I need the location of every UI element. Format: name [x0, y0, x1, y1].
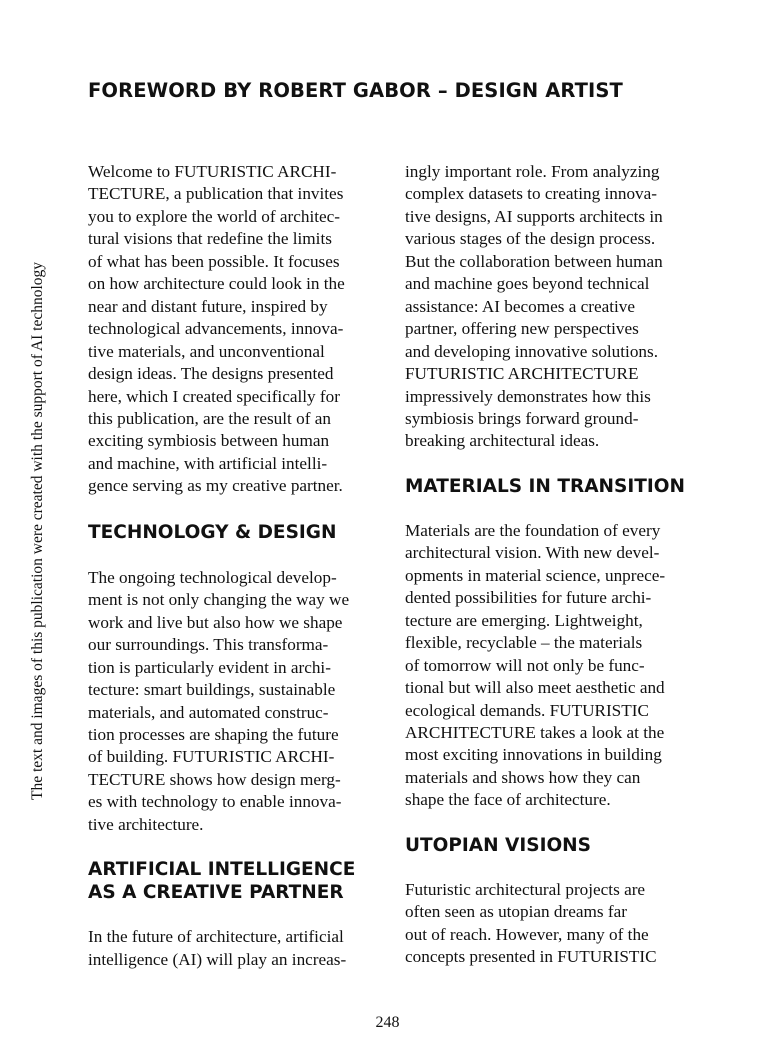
ai-paragraph-start: In the future of architecture, artificial intelligence (AI) will play an increas- — [88, 927, 347, 969]
materials-paragraph: Materials are the foundation of every architectural vision. With new devel- opments in material science, unprece- dented possibilities for future archi- tecture are emerging. Lightweight, flexible, recyclable – the materials of tomorrow will not only be func- tional but will also meet aesthetic and ecological demands. FUTURISTIC ARCHITECTURE takes a look at the most exciting innovations in building materials and shows how they can shape the face of architecture. — [405, 520, 666, 810]
page-number: 248 — [375, 1014, 400, 1031]
side-note: The text and images of this publication were created with the support of AI technology — [29, 261, 46, 801]
left-column — [88, 161, 380, 971]
page-title: FOREWORD BY ROBERT GABOR – DESIGN ARTIST — [88, 79, 623, 102]
right-column — [405, 161, 697, 969]
heading-utopian-visions: UTOPIAN VISIONS — [405, 834, 591, 856]
heading-materials-in-transition: MATERIALS IN TRANSITION — [405, 475, 685, 497]
utopian-paragraph: Futuristic architectural projects are often seen as utopian dreams far out of reach. However, many of the concepts presented in FUTURISTIC — [405, 879, 657, 967]
ai-paragraph-continued: ingly important role. From analyzing complex datasets to creating innova- tive designs, AI supports architects in various stages of the design process. But the collaboration between human and machine goes beyond technical assistance: AI becomes a creative partner, offering new perspectives and developing innovative solutions. FUTURISTIC ARCHITECTURE impressively demonstrates how this symbiosis brings forward ground- breaking architectural ideas. — [405, 162, 663, 451]
heading-technology-design: TECHNOLOGY & DESIGN — [88, 521, 337, 543]
heading-artificial-intelligence: ARTIFICIAL INTELLIGENCE AS A CREATIVE PARTNER — [88, 859, 356, 904]
technology-paragraph: The ongoing technological develop- ment is not only changing the way we work and live but also how we shape our surroundings. This transforma- tion is particularly evident in archi- tecture: smart buildings, sustainable materials, and automated construc- tion processes are shaping the future of building. FUTURISTIC ARCHI- TECTURE shows how design merg- es with technology to enable innova- tive architecture. — [88, 567, 350, 834]
intro-paragraph: Welcome to FUTURISTIC ARCHI- TECTURE, a publication that invites you to explore the world of architec- tural visions that redefine the limits of what has been possible. It focuses on how architecture could look in the near and distant future, inspired by technological advancements, innova- tive materials, and unconventional design ideas. The designs presented here, which I created specifically for this publication, are the result of an exciting symbiosis between human and machine, with artificial intelli- gence serving as my creative partner. — [88, 162, 345, 496]
